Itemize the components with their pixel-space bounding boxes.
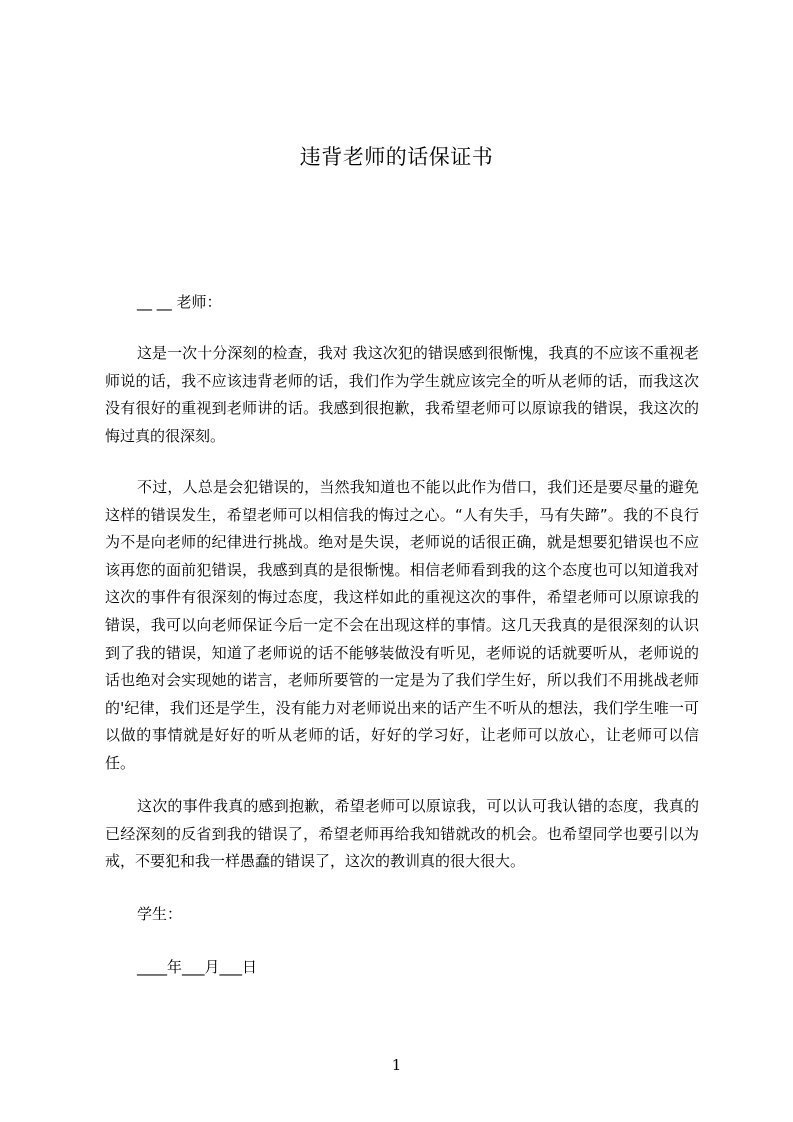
page-number: 1	[391, 1056, 402, 1074]
date-line: ____年___月___日	[137, 958, 258, 976]
paragraph-2: 不过，人总是会犯错误的，当然我知道也不能以此作为借口，我们还是要尽量的避免这样的错误发生，希望老师可以相信我的悔过之心。“人有失手，马有失蹄”。我的不良行为不是向老师的纪律进行挑战。绝对是失误，老师说的话很正确，就是想要犯错误也不应该再您的面前犯错误，我感到真的是很惭愧。相信老师看到我的这个态度也可以知道我对这次的事件有很深刻的悔过态度，我这样如此的重视这次的事件，希望老师可以原谅我的错误，我可以向老师保证今后一定不会在出现这样的事情。这几天我真的是很深刻的认识到了我的错误，知道了老师说的话不能够装做没有听见，老师说的话就要听从，老师说的话也绝对会实现她的诺言，老师所要管的一定是为了我们学生好，所以我们不用挑战老师的'纪律，我们还是学生，没有能力对老师说出来的话产生不听从的想法，我们学生唯一可以做的事情就是好好的听从老师的话，好好的学习好，让老师可以放心，让老师可以信任。	[105, 478, 699, 772]
document-title: 违背老师的话保证书	[299, 145, 494, 169]
paragraph-3: 这次的事件我真的感到抱歉，希望老师可以原谅我，可以认可我认错的态度，我真的已经深刻的反省到我的错误了，希望老师再给我知错就改的机会。也希望同学也要引以为戒，不要犯和我一样愚蠢的错误了，这次的教训真的很大很大。	[105, 797, 699, 871]
paragraph-1: 这是一次十分深刻的检查，我对 我这次犯的错误感到很惭愧，我真的不应该不重视老师说的话，我不应该违背老师的话，我们作为学生就应该完全的听从老师的话，而我这次没有很好的重视到老师讲的话。我感到很抱歉，我希望老师可以原谅我的错误，我这次的悔过真的很深刻。	[105, 344, 699, 445]
signer-label: 学生：	[137, 905, 183, 923]
salutation: __ __ 老师：	[137, 293, 222, 311]
